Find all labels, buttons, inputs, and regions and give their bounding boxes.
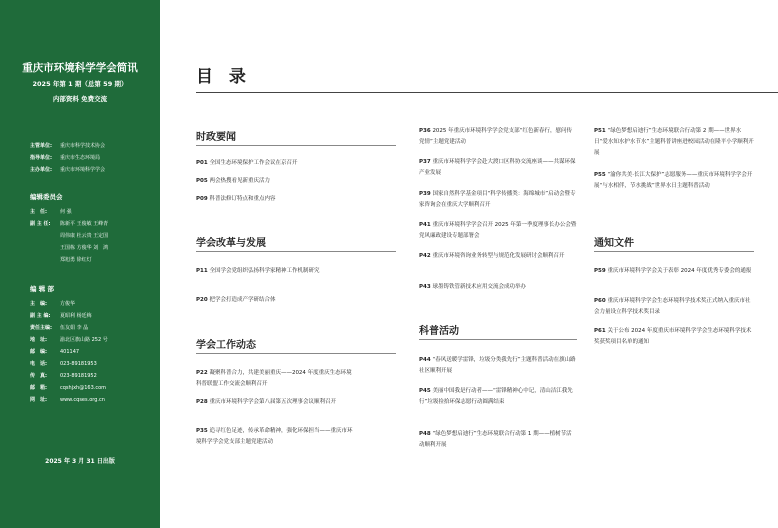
sponsor-key: 主办单位: [30, 167, 52, 173]
sponsor-row [30, 154, 100, 162]
committee-value: 何 强 [60, 209, 72, 215]
toc-text: 把学会打造成产学研结合体 [209, 297, 276, 303]
toc-entry[interactable] [196, 176, 396, 187]
section-heading: 学会改革与发展 [196, 238, 266, 249]
editorial-key: 地 址: [30, 337, 47, 343]
toc-text: 全国生态环境保护工作会议在京召开 [209, 160, 298, 166]
editorial-key: 副 主 编: [30, 313, 51, 319]
toc-entry[interactable] [419, 386, 577, 408]
editorial-row [30, 360, 97, 368]
toc-page: P42 [419, 253, 431, 259]
editorial-value: 023-89181953 [60, 361, 97, 367]
editorial-row [30, 324, 88, 332]
editorial-key: 网 址: [30, 397, 47, 403]
toc-entry[interactable] [196, 266, 354, 277]
section-divider [594, 251, 754, 252]
toc-text: 凝聚科普合力，共建美丽重庆——2024 年度重庆生态环境科普联盟工作交流会顺利召开 [196, 370, 352, 387]
toc-page: P41 [419, 222, 431, 228]
toc-entry[interactable] [594, 126, 754, 159]
toc-entry[interactable] [419, 126, 577, 148]
toc-page: P35 [196, 428, 208, 434]
publish-date: 2025 年 3 月 31 日出版 [45, 458, 115, 465]
committee-key: 副 主 任: [30, 221, 51, 227]
committee-row [30, 244, 108, 252]
toc-page: P59 [594, 268, 606, 274]
toc-page: P55 [594, 172, 606, 178]
sponsor-value: 重庆市生态环境局 [60, 155, 101, 161]
committee-value: 周伟康 杜云贵 王定国 [60, 233, 109, 239]
toc-text: 重庆市环境科学学会关于表彰 2024 年度优秀专委会的通报 [607, 268, 752, 274]
section-heading: 科普活动 [419, 326, 459, 337]
toc-entry[interactable] [594, 296, 754, 318]
contents-title: 目 录 [196, 67, 251, 87]
toc-page: P36 [419, 128, 431, 134]
toc-entry[interactable] [419, 282, 577, 293]
section-heading: 时政要闻 [196, 132, 236, 143]
committee-row [30, 208, 72, 216]
sponsor-value: 重庆市科学技术协会 [60, 143, 106, 149]
toc-text: “春风送暖学雷锋，垃圾分类我先行”主题科普活动在旗山路社区顺利开展 [419, 357, 576, 374]
toc-entry[interactable] [196, 158, 396, 169]
toc-text: 重庆市环境科学学会召开 2025 年第一季度理事长办公会暨党风廉政建设专题部署会 [419, 222, 577, 239]
editorial-key: 邮 箱: [30, 385, 47, 391]
toc-entry[interactable] [594, 326, 754, 348]
editorial-value: 渝北区旗山路 252 号 [60, 337, 108, 343]
newsletter-title: 重庆市环境科学学会简讯 [22, 62, 138, 74]
editorial-row [30, 372, 97, 380]
editorial-heading: 编 辑 部 [30, 285, 55, 293]
sponsor-row [30, 142, 105, 150]
toc-page: P20 [196, 297, 208, 303]
toc-text: 两会热搜看见新重庆活力 [209, 178, 270, 184]
editorial-value: 伍友娟 李 晶 [60, 325, 89, 331]
editorial-row [30, 336, 108, 344]
committee-value: 郑旭勇 徐红灯 [60, 257, 92, 263]
toc-entry[interactable] [419, 429, 577, 451]
toc-page: P44 [419, 357, 431, 363]
editorial-row [30, 396, 105, 404]
sponsor-key: 主管单位: [30, 143, 52, 149]
toc-text: 重庆市环境咨询业务转型与规范化发展研讨会顺利召开 [432, 253, 565, 259]
toc-page: P39 [419, 191, 431, 197]
section-heading: 通知文件 [594, 238, 634, 249]
section-divider [196, 251, 396, 252]
toc-page: P48 [419, 431, 431, 437]
sponsor-value: 重庆市环境科学学会 [60, 167, 106, 173]
editorial-row [30, 312, 92, 320]
toc-entry[interactable] [419, 189, 577, 211]
editorial-key: 主 编: [30, 301, 47, 307]
toc-entry[interactable] [196, 368, 356, 390]
committee-key: 主 任: [30, 209, 47, 215]
editorial-key: 传 真: [30, 373, 47, 379]
toc-text: 追寻红色足迹，传承革命精神，强化环保担当——重庆市环境科学学会党支部主题党建活动 [196, 428, 353, 445]
editorial-value: 夏昭利 杨廷梅 [60, 313, 92, 319]
toc-entry[interactable] [196, 426, 356, 448]
toc-text: “绿色梦想启迪行”生态环境联合行动第 1 期——植树节活动顺利开展 [419, 431, 572, 448]
toc-page: P45 [419, 388, 431, 394]
sponsor-key: 指导单位: [30, 155, 52, 161]
editorial-value: 方俊华 [60, 301, 76, 307]
committee-value: 王国栋 方俊华 刘 鸿 [60, 245, 109, 251]
toc-page: P05 [196, 178, 208, 184]
toc-text: 科普法修订特点和重点内容 [209, 196, 276, 202]
editorial-key: 责任主编: [30, 325, 52, 331]
section-heading: 学会工作动态 [196, 340, 256, 351]
toc-text: 关于公布 2024 年度重庆市环境科学学会生态环境科学技术奖获奖项目名单的通知 [594, 328, 752, 345]
toc-text: 2025 年重庆市环境科学学会党支部“红色新春行，慰问传党情”主题党建活动 [419, 128, 573, 145]
toc-page: P60 [594, 298, 606, 304]
toc-entry[interactable] [594, 266, 754, 277]
toc-text: 重庆市环境科学学会生态环境科学技术奖正式纳入重庆市社会力量设立科学技术奖目录 [594, 298, 751, 315]
editorial-key: 邮 编: [30, 349, 47, 355]
toc-entry[interactable] [196, 397, 356, 408]
toc-page: P61 [594, 328, 606, 334]
toc-entry[interactable] [419, 220, 577, 242]
toc-text: 国家自然科学基金项目“科学传播类：海绵城市”启动会暨专家咨询会在重庆大学顺利召开 [419, 191, 576, 208]
toc-entry[interactable] [594, 170, 754, 192]
toc-entry[interactable] [419, 251, 577, 262]
committee-row [30, 256, 92, 264]
editorial-row [30, 384, 106, 392]
committee-heading: 编辑委员会 [30, 193, 63, 201]
toc-page: P51 [594, 128, 606, 134]
toc-page: P37 [419, 159, 431, 165]
toc-text: 全国学会党组织弘扬科学家精神工作机制研究 [209, 268, 320, 274]
editorial-value: www.cqses.org.cn [60, 397, 105, 403]
toc-entry[interactable] [419, 355, 577, 377]
toc-text: 重庆市环境科学学会第八届第五次理事会议顺利召开 [209, 399, 336, 405]
committee-value: 陈新平 王俊敏 王峰青 [60, 221, 109, 227]
committee-row [30, 220, 108, 228]
toc-page: P43 [419, 284, 431, 290]
circulation-note: 内部资料 免费交流 [52, 95, 108, 103]
toc-text: “渝你共美·长江大保护”志愿服务——重庆市环境科学学会开展“与水相伴，节水挑战”世界水日主题科普活动 [594, 172, 753, 189]
editorial-key: 电 话: [30, 361, 47, 367]
toc-entry[interactable] [196, 194, 396, 205]
sidebar [0, 0, 160, 528]
committee-row [30, 232, 108, 240]
toc-text: 美丽中国我是行动者——“雷锋精神心中记，清山洁江我先行”垃圾捡拾环保志愿行动圆满结束 [419, 388, 573, 405]
section-divider [196, 353, 396, 354]
toc-entry[interactable] [196, 295, 396, 306]
toc-page: P09 [196, 196, 208, 202]
section-divider [196, 145, 396, 146]
toc-page: P28 [196, 399, 208, 405]
toc-text: 球墨铸铁管新技术应用交流会成功举办 [432, 284, 526, 290]
issue-number: 2025 年第 1 期（总第 59 期） [32, 80, 128, 88]
title-rule [196, 92, 778, 93]
toc-text: 重庆市环境科学学会赴大渡口区科协交流座谈——共谋环保产业发展 [419, 159, 576, 176]
sponsor-row [30, 166, 105, 174]
editorial-row [30, 348, 79, 356]
toc-page: P22 [196, 370, 208, 376]
toc-page: P11 [196, 268, 208, 274]
editorial-value: cqshjxh@163.com [60, 385, 107, 391]
toc-entry[interactable] [419, 157, 577, 179]
toc-text: “绿色梦想启迪行”生态环境联合行动第 2 期——世界水日“爱水知水护水节水”主题科普讲座进校园活动在隆平小学顺利开展 [594, 128, 754, 156]
editorial-row [30, 300, 75, 308]
section-divider [419, 339, 577, 340]
toc-page: P01 [196, 160, 208, 166]
editorial-value: 023-89181952 [60, 373, 97, 379]
editorial-value: 401147 [60, 349, 80, 355]
